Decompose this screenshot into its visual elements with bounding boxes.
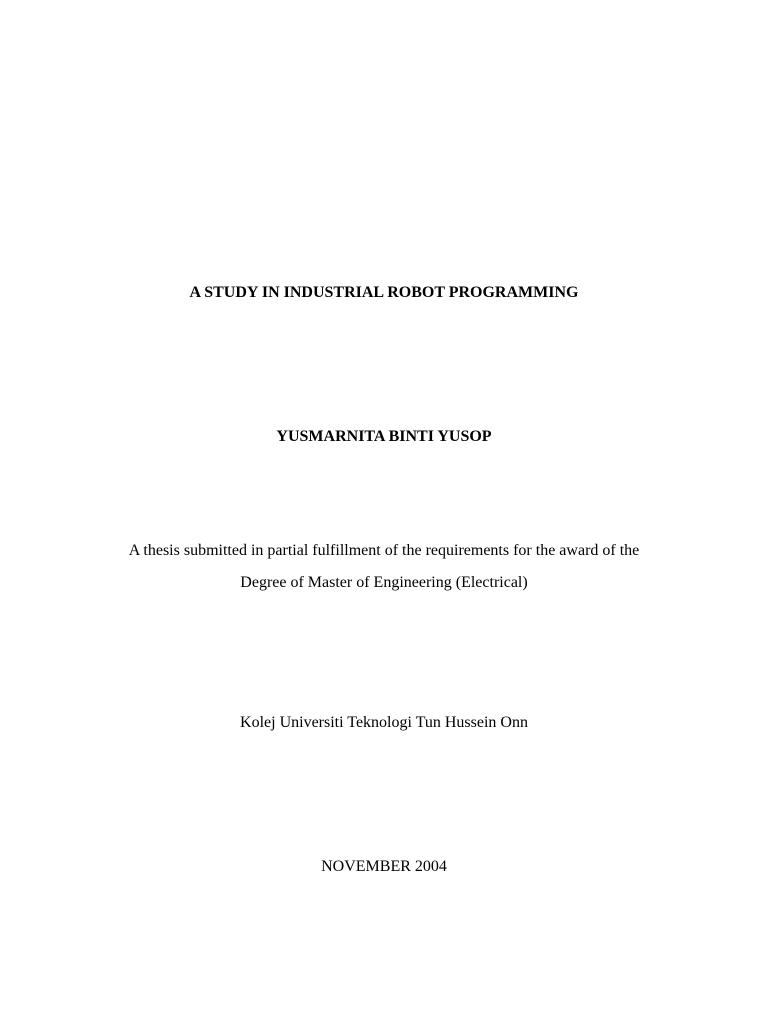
thesis-title: A STUDY IN INDUSTRIAL ROBOT PROGRAMMING [189,284,579,301]
submission-date: NOVEMBER 2004 [321,858,447,875]
author-name: YUSMARNITA BINTI YUSOP [276,428,492,445]
submission-statement-line-2: Degree of Master of Engineering (Electrical) [240,574,528,591]
institution-name: Kolej Universiti Teknologi Tun Hussein Onn [240,714,528,731]
submission-statement-line-1: A thesis submitted in partial fulfillment of the requirements for the award of the [128,542,640,559]
